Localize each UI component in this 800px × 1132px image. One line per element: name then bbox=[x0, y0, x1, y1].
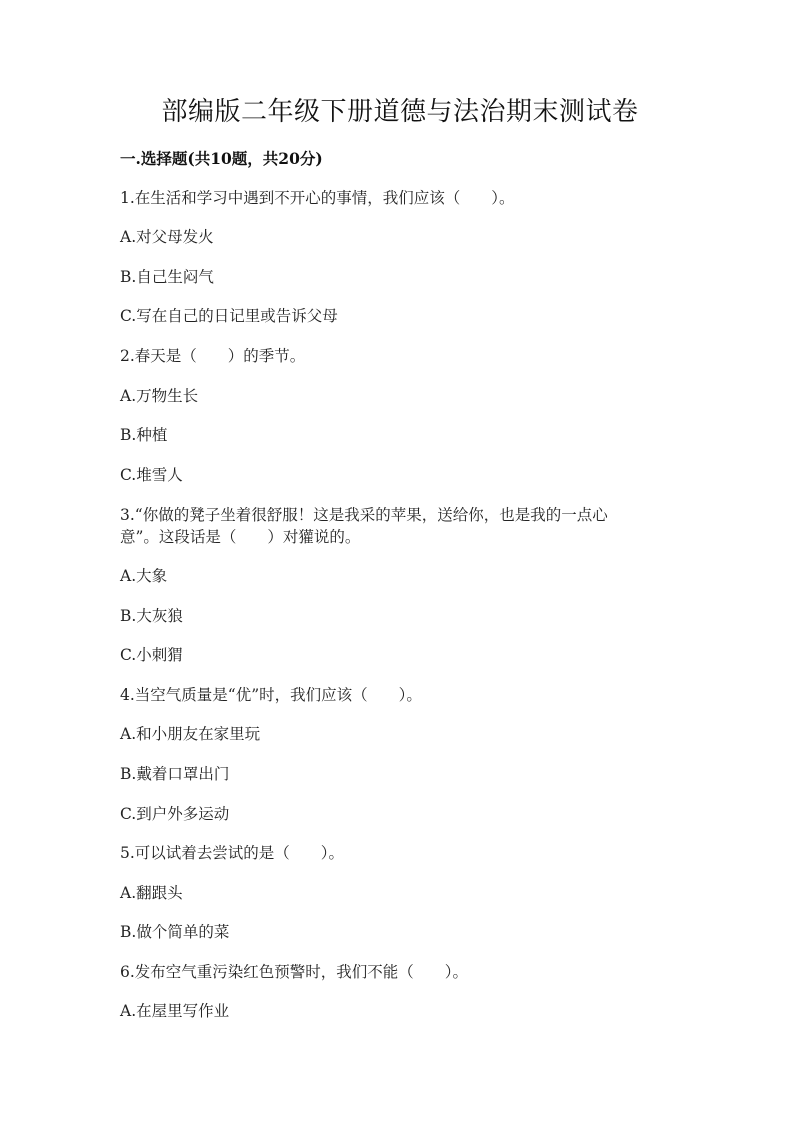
question-5-stem: 5.可以试着去尝试的是（ ）。 bbox=[120, 844, 345, 862]
question-3-option-c: C.小刺猬 bbox=[120, 646, 183, 664]
question-6-option-a: A.在屋里写作业 bbox=[120, 1002, 230, 1020]
question-2-option-c: C.堆雪人 bbox=[120, 466, 183, 484]
question-3-option-a: A.大象 bbox=[120, 567, 168, 585]
question-3-stem-line-2: 意”。这段话是（ ）对獾说的。 bbox=[120, 528, 361, 546]
page-title: 部编版二年级下册道德与法治期末测试卷 bbox=[161, 97, 639, 127]
question-6-stem: 6.发布空气重污染红色预警时，我们不能（ ）。 bbox=[120, 963, 469, 981]
question-4-stem: 4.当空气质量是“优”时，我们应该（ ）。 bbox=[120, 686, 422, 704]
question-3-option-b: B.大灰狼 bbox=[120, 607, 183, 625]
question-2-stem: 2.春天是（ ）的季节。 bbox=[120, 347, 306, 365]
section-heading: 一.选择题(共10题，共20分) bbox=[120, 149, 323, 168]
question-4-option-b: B.戴着口罩出门 bbox=[120, 765, 230, 783]
question-1-option-a: A.对父母发火 bbox=[120, 228, 214, 246]
question-2-option-b: B.种植 bbox=[120, 426, 168, 444]
question-1-stem: 1.在生活和学习中遇到不开心的事情，我们应该（ ）。 bbox=[120, 189, 515, 207]
question-5-option-a: A.翻跟头 bbox=[120, 884, 183, 902]
question-3-stem-line-1: 3.“你做的凳子坐着很舒服！这是我采的苹果，送给你，也是我的一点心 bbox=[120, 506, 608, 524]
question-4-option-c: C.到户外多运动 bbox=[120, 805, 230, 823]
question-1-option-c: C.写在自己的日记里或告诉父母 bbox=[120, 307, 338, 325]
question-2-option-a: A.万物生长 bbox=[120, 387, 199, 405]
question-1-option-b: B.自己生闷气 bbox=[120, 268, 214, 286]
question-5-option-b: B.做个简单的菜 bbox=[120, 923, 230, 941]
question-4-option-a: A.和小朋友在家里玩 bbox=[120, 725, 261, 743]
